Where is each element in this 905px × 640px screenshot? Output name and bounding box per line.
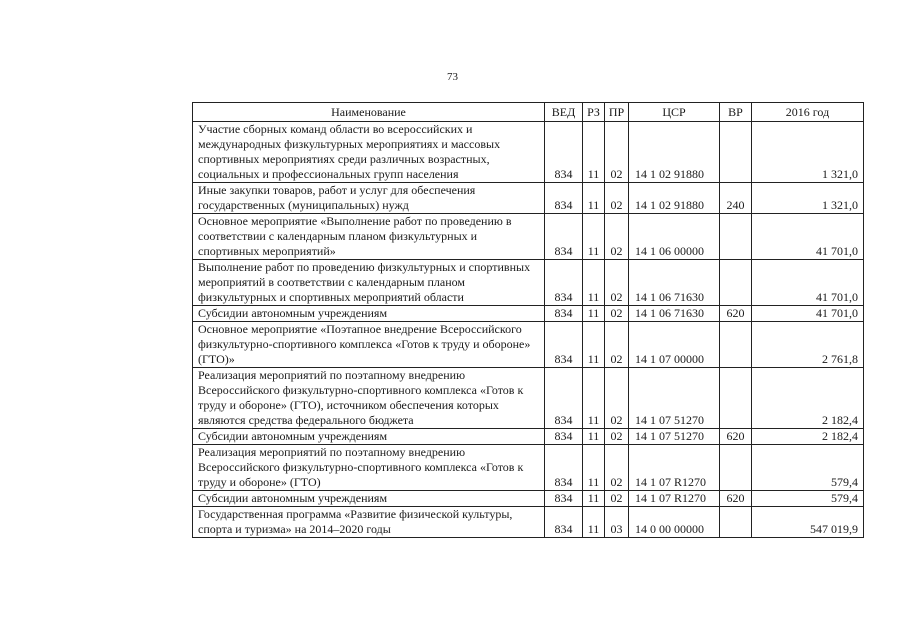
row-csr: 14 1 02 91880 [629, 183, 720, 214]
row-vr [720, 260, 752, 306]
row-vr [720, 122, 752, 183]
row-pr: 02 [605, 445, 629, 491]
row-csr: 14 1 06 00000 [629, 214, 720, 260]
row-name: Выполнение работ по проведению физкультурных и спортивных мероприятий в соответствии с календарным планом физкультурных и спортивных мероприятий области [193, 260, 545, 306]
row-name: Основное мероприятие «Поэтапное внедрение Всероссийского физкультурно-спортивного комплекса «Готов к труду и обороне» (ГТО)» [193, 322, 545, 368]
row-ved: 834 [545, 260, 583, 306]
row-name: Реализация мероприятий по поэтапному внедрению Всероссийского физкультурно-спортивного комплекса «Готов к труду и обороне» (ГТО), источником обеспечения которых являются средства федерального бюджета [193, 368, 545, 429]
row-amount: 579,4 [752, 445, 864, 491]
row-ved: 834 [545, 306, 583, 322]
table-row [193, 445, 864, 491]
row-name: Иные закупки товаров, работ и услуг для обеспечения государственных (муниципальных) нужд [193, 183, 545, 214]
row-pr: 02 [605, 491, 629, 507]
row-ved: 834 [545, 368, 583, 429]
header-name: Наименование [193, 103, 545, 122]
row-vr [720, 322, 752, 368]
header-year: 2016 год [752, 103, 864, 122]
row-ved: 834 [545, 322, 583, 368]
row-vr [720, 507, 752, 538]
row-csr: 14 1 07 51270 [629, 368, 720, 429]
row-rz: 11 [583, 306, 605, 322]
table-row [193, 368, 864, 429]
row-ved: 834 [545, 491, 583, 507]
row-amount: 41 701,0 [752, 214, 864, 260]
row-name: Участие сборных команд области во всероссийских и международных физкультурных мероприятиях и массовых спортивных мероприятиях среди различных возрастных, социальных и профессиональных групп населения [193, 122, 545, 183]
row-pr: 02 [605, 322, 629, 368]
row-ved: 834 [545, 214, 583, 260]
table-row [193, 322, 864, 368]
row-pr: 03 [605, 507, 629, 538]
row-amount: 1 321,0 [752, 122, 864, 183]
row-vr [720, 214, 752, 260]
row-ved: 834 [545, 183, 583, 214]
row-name: Государственная программа «Развитие физической культуры, спорта и туризма» на 2014–2020 годы [193, 507, 545, 538]
row-vr: 620 [720, 306, 752, 322]
row-name: Реализация мероприятий по поэтапному внедрению Всероссийского физкультурно-спортивного комплекса «Готов к труду и обороне» (ГТО) [193, 445, 545, 491]
row-pr: 02 [605, 260, 629, 306]
row-name: Субсидии автономным учреждениям [193, 306, 545, 322]
header-rz: РЗ [583, 103, 605, 122]
page-number: 73 [447, 71, 458, 83]
table-row [193, 260, 864, 306]
row-vr: 620 [720, 429, 752, 445]
table-row [193, 306, 864, 322]
table-row [193, 507, 864, 538]
row-rz: 11 [583, 507, 605, 538]
row-csr: 14 0 00 00000 [629, 507, 720, 538]
row-amount: 579,4 [752, 491, 864, 507]
row-amount: 41 701,0 [752, 306, 864, 322]
row-csr: 14 1 07 R1270 [629, 445, 720, 491]
row-name: Основное мероприятие «Выполнение работ по проведению в соответствии с календарным планом физкультурных и спортивных мероприятий» [193, 214, 545, 260]
row-ved: 834 [545, 429, 583, 445]
row-rz: 11 [583, 445, 605, 491]
row-pr: 02 [605, 122, 629, 183]
table-row [193, 491, 864, 507]
budget-table [192, 102, 864, 538]
row-rz: 11 [583, 368, 605, 429]
row-csr: 14 1 07 51270 [629, 429, 720, 445]
header-vr: ВР [720, 103, 752, 122]
row-pr: 02 [605, 429, 629, 445]
row-csr: 14 1 06 71630 [629, 260, 720, 306]
row-csr: 14 1 06 71630 [629, 306, 720, 322]
header-pr: ПР [605, 103, 629, 122]
row-rz: 11 [583, 183, 605, 214]
row-amount: 2 182,4 [752, 429, 864, 445]
table-row [193, 183, 864, 214]
row-vr [720, 368, 752, 429]
row-ved: 834 [545, 507, 583, 538]
row-pr: 02 [605, 214, 629, 260]
row-csr: 14 1 07 00000 [629, 322, 720, 368]
row-rz: 11 [583, 214, 605, 260]
row-amount: 2 182,4 [752, 368, 864, 429]
header-row [193, 103, 864, 122]
row-ved: 834 [545, 445, 583, 491]
row-ved: 834 [545, 122, 583, 183]
row-amount: 41 701,0 [752, 260, 864, 306]
row-rz: 11 [583, 260, 605, 306]
row-pr: 02 [605, 306, 629, 322]
row-vr [720, 445, 752, 491]
row-rz: 11 [583, 491, 605, 507]
table-body [193, 122, 864, 538]
header-csr: ЦСР [629, 103, 720, 122]
row-name: Субсидии автономным учреждениям [193, 429, 545, 445]
table-row [193, 122, 864, 183]
table-row [193, 429, 864, 445]
row-csr: 14 1 07 R1270 [629, 491, 720, 507]
header-ved: ВЕД [545, 103, 583, 122]
row-pr: 02 [605, 183, 629, 214]
row-rz: 11 [583, 122, 605, 183]
row-amount: 547 019,9 [752, 507, 864, 538]
row-vr: 620 [720, 491, 752, 507]
row-rz: 11 [583, 429, 605, 445]
row-name: Субсидии автономным учреждениям [193, 491, 545, 507]
row-vr: 240 [720, 183, 752, 214]
row-pr: 02 [605, 368, 629, 429]
row-csr: 14 1 02 91880 [629, 122, 720, 183]
row-amount: 2 761,8 [752, 322, 864, 368]
row-amount: 1 321,0 [752, 183, 864, 214]
row-rz: 11 [583, 322, 605, 368]
table-row [193, 214, 864, 260]
